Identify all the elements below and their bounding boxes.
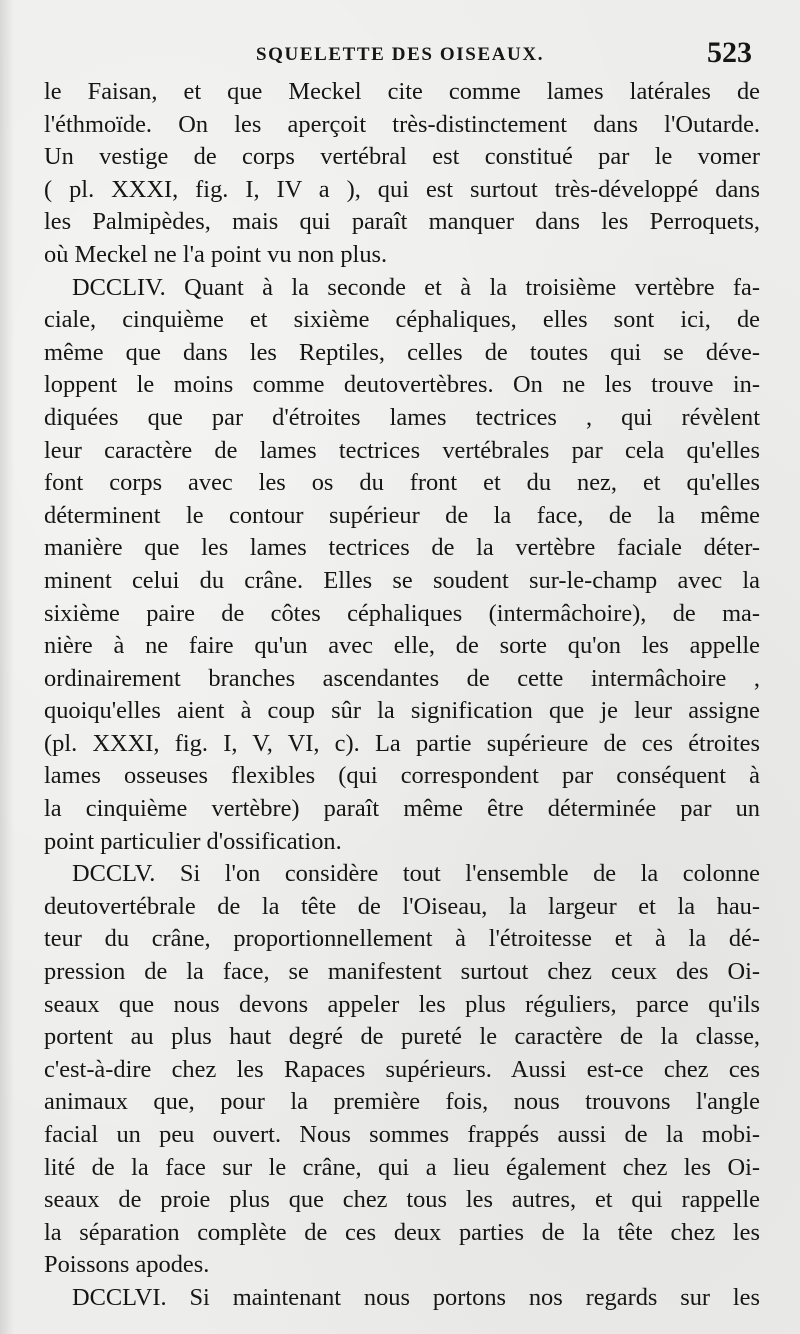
text-line: DCCLV. Si l'on considère tout l'ensemble de la colonne: [72, 860, 760, 888]
text-line: animaux que, pour la première fois, nous trouvons l'angle: [44, 1088, 760, 1116]
text-line: la cinquième vertèbre) paraît même être déterminée par un: [44, 795, 760, 823]
running-title: SQUELETTE DES OISEAUX.: [255, 44, 545, 65]
text-line: portent au plus haut degré de pureté le caractère de la classe,: [44, 1023, 760, 1051]
text-line: Poissons apodes.: [44, 1251, 210, 1279]
text-line: manière que les lames tectrices de la vertèbre faciale déter-: [44, 534, 760, 562]
text-line: DCCLVI. Si maintenant nous portons nos regards sur les: [72, 1283, 760, 1311]
body-text: [44, 76, 760, 1315]
text-line: ciale, cinquième et sixième céphaliques, elles sont ici, de: [44, 306, 760, 334]
text-line: diquées que par d'étroites lames tectrices , qui révèlent: [44, 403, 760, 431]
text-line: (pl. XXXI, fig. I, V, VI, c). La partie supérieure de ces étroites: [44, 729, 760, 757]
text-line: loppent le moins comme deutovertèbres. On ne les trouve in-: [44, 371, 760, 399]
text-line: les Palmipèdes, mais qui paraît manquer dans les Perroquets,: [44, 208, 760, 236]
text-line: même que dans les Reptiles, celles de toutes qui se déve-: [44, 338, 760, 366]
text-line: nière à ne faire qu'un avec elle, de sorte qu'on les appelle: [44, 632, 760, 660]
text-line: où Meckel ne l'a point vu non plus.: [44, 240, 388, 268]
text-line: sixième paire de côtes céphaliques (intermâchoire), de ma-: [44, 599, 760, 627]
page-number: 523: [707, 36, 752, 69]
text-line: ordinairement branches ascendantes de cette intermâchoire ,: [44, 664, 760, 692]
text-line: deutovertébrale de la tête de l'Oiseau, la largeur et la hau-: [44, 892, 760, 920]
text-line: la séparation complète de ces deux parties de la tête chez les: [44, 1218, 760, 1246]
text-line: facial un peu ouvert. Nous sommes frappés aussi de la mobi-: [44, 1121, 760, 1148]
text-line: c'est-à-dire chez les Rapaces supérieurs. Aussi est-ce chez ces: [44, 1055, 760, 1083]
text-line: teur du crâne, proportionnellement à l'étroitesse et à la dé-: [44, 925, 760, 953]
text-line: leur caractère de lames tectrices vertébrales par cela qu'elles: [44, 436, 760, 464]
page-header: [44, 34, 756, 74]
text-line: ( pl. XXXI, fig. I, IV a ), qui est surtout très-développé dans: [44, 175, 760, 203]
text-line: l'éthmoïde. On les aperçoit très-distinctement dans l'Outarde.: [44, 110, 760, 138]
text-line: le Faisan, et que Meckel cite comme lames latérales de: [44, 78, 760, 105]
text-line: DCCLIV. Quant à la seconde et à la troisième vertèbre fa-: [72, 273, 760, 301]
text-line: font corps avec les os du front et du nez, et qu'elles: [44, 469, 760, 497]
text-line: minent celui du crâne. Elles se soudent sur-le-champ avec la: [44, 566, 760, 594]
text-line: lames osseuses flexibles (qui correspondent par conséquent à: [44, 762, 760, 790]
text-line: point particulier d'ossification.: [44, 827, 342, 855]
text-line: seaux de proie plus que chez tous les autres, et qui rappelle: [44, 1186, 760, 1214]
text-line: lité de la face sur le crâne, qui a lieu également chez les Oi-: [44, 1153, 760, 1181]
text-line: quoiqu'elles aient à coup sûr la signification que je leur assigne: [44, 697, 760, 725]
text-line: déterminent le contour supérieur de la face, de la même: [44, 501, 760, 529]
page-edge-shadow: [0, 0, 14, 1334]
text-line: seaux que nous devons appeler les plus réguliers, parce qu'ils: [44, 990, 760, 1018]
text-line: pression de la face, se manifestent surtout chez ceux des Oi-: [44, 958, 760, 986]
text-line: Un vestige de corps vertébral est constitué par le vomer: [44, 143, 760, 171]
